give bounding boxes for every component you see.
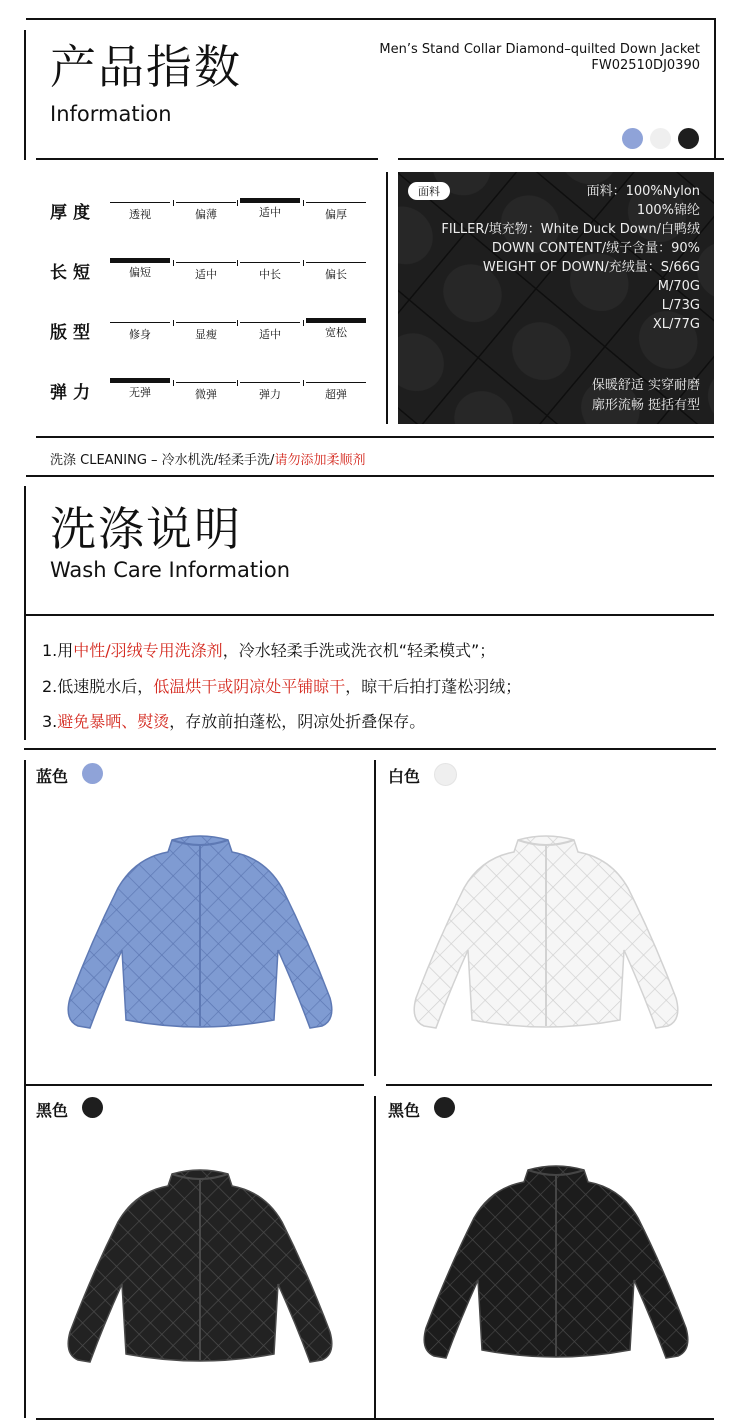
scale-label: 超弹 [325,388,347,401]
scale-label: 修身 [129,328,151,341]
attr-label: 版型 [50,323,96,343]
cleaning-warning: 请勿添加柔顺剂 [274,453,366,468]
scale-separator [303,320,304,326]
wash-divider [26,614,714,616]
wash-text: ，存放前拍蓬松，阴凉处折叠保存。 [169,712,426,731]
scale-label: 显瘦 [195,328,217,341]
info-title-cn: 产品指数 [50,40,242,94]
left-border-2 [24,486,26,616]
scale-label: 偏短 [129,266,151,279]
colors-top-line [24,748,716,750]
scale-separator [173,260,174,266]
swatch-white[interactable] [650,128,671,149]
scale-label: 适中 [259,328,281,341]
jacket-image [406,830,686,1040]
attr-divider [386,172,388,424]
scale-bar [110,202,170,203]
scale-label: 适中 [259,206,281,219]
color-dot [82,1097,103,1118]
left-border-3 [24,616,26,740]
jacket-image [60,1164,340,1374]
scale-label: 宽松 [325,326,347,339]
wash-title-en: Wash Care Information [50,558,291,582]
jacket-image [416,1160,696,1370]
scale-option [240,322,300,342]
wash-text: ，冷水轻柔手洗或洗衣机“轻柔模式”； [222,641,496,660]
feature-line: 保暖舒适 实穿耐磨 [591,378,700,393]
color-label: 黑色 [36,1101,69,1120]
fabric-line: M/70G [657,279,700,294]
scale-bar [176,262,236,263]
scale-bar [240,382,300,383]
scale-option [306,202,366,222]
scale-option [176,202,236,222]
info-title-en: Information [50,102,172,126]
scale-separator [237,380,238,386]
fabric-line: 面料：100%Nylon [586,184,700,199]
scale-label: 无弹 [129,386,151,399]
wash-text: 1.用 [42,641,74,660]
scale-option [306,262,366,282]
scale-option [306,318,366,340]
wash-text: ，晾干后拍打蓬松羽绒； [345,677,522,696]
scale-option [240,198,300,220]
scale-bar [110,322,170,323]
wash-text: 3. [42,712,58,731]
wash-item-3 [42,709,425,732]
scale-option [110,258,170,280]
scale-option [240,262,300,282]
left-border-1 [24,30,26,160]
scale-bar [240,322,300,323]
scale-option [176,322,236,342]
scale-separator [173,200,174,206]
scale-bar [306,262,366,263]
bottom-line [36,1418,714,1420]
cleaning-bottom-line [26,475,714,477]
scale-bar [110,378,170,383]
scale-bar [306,202,366,203]
wash-highlight: 中性/羽绒专用洗涤剂 [73,641,223,660]
color-mid-divider [374,760,376,1076]
scale-separator [237,200,238,206]
product-code: FW02510DJ0390 [591,58,700,73]
scale-label: 偏厚 [325,208,347,221]
scale-bar [110,258,170,263]
cleaning-note [50,449,365,468]
scale-bar [306,382,366,383]
scale-option [306,382,366,402]
color-label: 黑色 [388,1101,421,1120]
wash-highlight: 避免暴晒、熨烫 [57,712,170,731]
attr-label: 弹力 [50,383,96,403]
color-dot [434,763,457,786]
color-mid-divider-2 [374,1096,376,1418]
scale-option [110,322,170,342]
jacket-image [60,830,340,1040]
scale-label: 弹力 [259,388,281,401]
product-name-block [379,42,700,74]
fabric-badge: 面料 [408,182,450,200]
scale-label: 偏长 [325,268,347,281]
scale-option [176,382,236,402]
scale-option [176,262,236,282]
scale-separator [173,380,174,386]
color-row-divider-left [26,1084,364,1086]
fabric-panel [398,172,714,424]
scale-bar [176,202,236,203]
swatch-blue[interactable] [622,128,643,149]
color-label: 白色 [388,767,421,786]
color-row-divider-right [386,1084,712,1086]
fabric-line: WEIGHT OF DOWN/充绒量：S/66G [482,260,700,275]
cleaning-top-line [36,436,714,438]
scale-separator [303,200,304,206]
product-name: Men’s Stand Collar Diamond–quilted Down Jacket [379,42,700,57]
fabric-line: 100%锦纶 [636,203,700,218]
swatch-black[interactable] [678,128,699,149]
wash-item-2 [42,674,521,697]
scale-option [240,382,300,402]
scale-separator [173,320,174,326]
feature-line: 廓形流畅 挺括有型 [591,398,700,413]
fabric-line: DOWN CONTENT/绒子含量：90% [491,241,700,256]
fabric-line: FILLER/填充物：White Duck Down/白鸭绒 [441,222,700,237]
wash-item-1 [42,638,495,661]
fabric-specs [441,182,700,334]
scale-bar [306,318,366,323]
scale-bar [240,262,300,263]
attr-label: 长短 [50,263,96,283]
divider-right [398,158,724,160]
cleaning-prefix: 洗涤 CLEANING – 冷水机洗/轻柔手洗/ [50,453,275,468]
top-border [26,18,714,20]
scale-label: 偏薄 [195,208,217,221]
color-dot [434,1097,455,1118]
fabric-line: L/73G [661,298,700,313]
scale-bar [176,322,236,323]
scale-bar [240,198,300,203]
scale-label: 中长 [259,268,281,281]
scale-separator [237,320,238,326]
scale-label: 透视 [129,208,151,221]
scale-option [110,202,170,222]
scale-separator [303,260,304,266]
wash-title-cn: 洗涤说明 [50,502,242,556]
scale-option [110,378,170,400]
color-label: 蓝色 [36,767,69,786]
scale-label: 微弹 [195,388,217,401]
right-border-1 [714,18,716,158]
fabric-line: XL/77G [652,317,700,332]
scale-label: 适中 [195,268,217,281]
color-left-border [24,760,26,1418]
attr-label: 厚度 [50,203,96,223]
scale-separator [303,380,304,386]
scale-separator [237,260,238,266]
scale-bar [176,382,236,383]
wash-highlight: 低温烘干或阴凉处平铺晾干 [153,677,346,696]
color-dot [82,763,103,784]
divider-left [36,158,378,160]
fabric-features [592,376,700,416]
wash-text: 2.低速脱水后， [42,677,154,696]
